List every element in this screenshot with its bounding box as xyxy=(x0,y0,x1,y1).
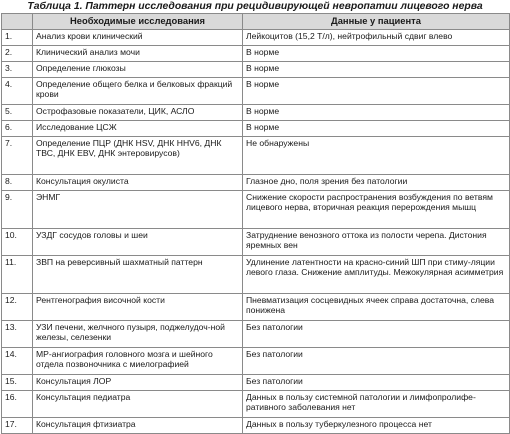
patient-result: Удлинение латентности на красно-синий ШП при стиму-ляции левого глаза. Снижение амплитуды. Межокулярная асимметрия xyxy=(243,256,510,294)
test-name: Рентгенография височной кости xyxy=(33,294,243,321)
test-name: Консультация педиатра xyxy=(33,391,243,418)
patient-result: Глазное дно, поля зрения без патологии xyxy=(243,175,510,191)
row-number: 14. xyxy=(2,348,33,375)
table-row xyxy=(2,418,510,434)
test-name: Исследование ЦСЖ xyxy=(33,121,243,137)
test-name: Консультация фтизиатра xyxy=(33,418,243,434)
header-required-tests: Необходимые исследования xyxy=(33,14,243,30)
table-row xyxy=(2,46,510,62)
table-row xyxy=(2,30,510,46)
row-number: 5. xyxy=(2,105,33,121)
test-name: ЭНМГ xyxy=(33,191,243,229)
row-number: 1. xyxy=(2,30,33,46)
table-row xyxy=(2,391,510,418)
table-row xyxy=(2,229,510,256)
test-name: УЗИ печени, желчного пузыря, поджелудоч-ной железы, селезенки xyxy=(33,321,243,348)
patient-result: В норме xyxy=(243,105,510,121)
table-row xyxy=(2,321,510,348)
patient-result: В норме xyxy=(243,46,510,62)
patient-result: Без патологии xyxy=(243,348,510,375)
test-name: ЗВП на реверсивный шахматный паттерн xyxy=(33,256,243,294)
table-row xyxy=(2,105,510,121)
findings-table xyxy=(1,13,510,434)
patient-result: Не обнаружены xyxy=(243,137,510,175)
patient-result: Данных в пользу туберкулезного процесса нет xyxy=(243,418,510,434)
test-name: Консультация ЛОР xyxy=(33,375,243,391)
patient-result: Затруднение венозного оттока из полости черепа. Дистония яремных вен xyxy=(243,229,510,256)
row-number: 6. xyxy=(2,121,33,137)
table-row xyxy=(2,121,510,137)
table-row xyxy=(2,78,510,105)
row-number: 10. xyxy=(2,229,33,256)
row-number: 13. xyxy=(2,321,33,348)
row-number: 7. xyxy=(2,137,33,175)
patient-result: В норме xyxy=(243,78,510,105)
table-row xyxy=(2,62,510,78)
patient-result: Снижение скорости распространения возбуждения по ветвям лицевого нерва, вторичная реакция перерождения мышц xyxy=(243,191,510,229)
row-number: 4. xyxy=(2,78,33,105)
table-caption: Таблица 1. Паттерн исследования при рецидивирующей невропатии лицевого нерва xyxy=(27,1,483,12)
row-number: 16. xyxy=(2,391,33,418)
table-row xyxy=(2,137,510,175)
header-patient-data: Данные у пациента xyxy=(243,14,510,30)
row-number: 17. xyxy=(2,418,33,434)
patient-result: В норме xyxy=(243,62,510,78)
patient-result: Без патологии xyxy=(243,321,510,348)
table-row xyxy=(2,175,510,191)
row-number: 11. xyxy=(2,256,33,294)
test-name: Определение ПЦР (ДНК HSV, ДНК HHV6, ДНК ТВС, ДНК EBV, ДНК энтеровирусов) xyxy=(33,137,243,175)
test-name: УЗДГ сосудов головы и шеи xyxy=(33,229,243,256)
patient-result: Пневматизация сосцевидных ячеек справа достаточна, слева понижена xyxy=(243,294,510,321)
patient-result: Лейкоцитов (15,2 Т/л), нейтрофильный сдвиг влево xyxy=(243,30,510,46)
row-number: 12. xyxy=(2,294,33,321)
test-name: Определение общего белка и белковых фракций крови xyxy=(33,78,243,105)
test-name: Консультация окулиста xyxy=(33,175,243,191)
row-number: 15. xyxy=(2,375,33,391)
test-name: Определение глюкозы xyxy=(33,62,243,78)
test-name: Острофазовые показатели, ЦИК, АСЛО xyxy=(33,105,243,121)
test-name: Клинический анализ мочи xyxy=(33,46,243,62)
patient-result: Без патологии xyxy=(243,375,510,391)
table-row xyxy=(2,375,510,391)
row-number: 8. xyxy=(2,175,33,191)
row-number: 2. xyxy=(2,46,33,62)
table-row xyxy=(2,256,510,294)
row-number: 3. xyxy=(2,62,33,78)
test-name: Анализ крови клинический xyxy=(33,30,243,46)
table-row xyxy=(2,348,510,375)
test-name: МР-ангиография головного мозга и шейного отдела позвоночника с миелографией xyxy=(33,348,243,375)
patient-result: В норме xyxy=(243,121,510,137)
table-header-row xyxy=(2,14,510,30)
patient-result: Данных в пользу системной патологии и лимфопролифе-ративного заболевания нет xyxy=(243,391,510,418)
table-row xyxy=(2,294,510,321)
table-row xyxy=(2,191,510,229)
row-number: 9. xyxy=(2,191,33,229)
header-number xyxy=(2,14,33,30)
